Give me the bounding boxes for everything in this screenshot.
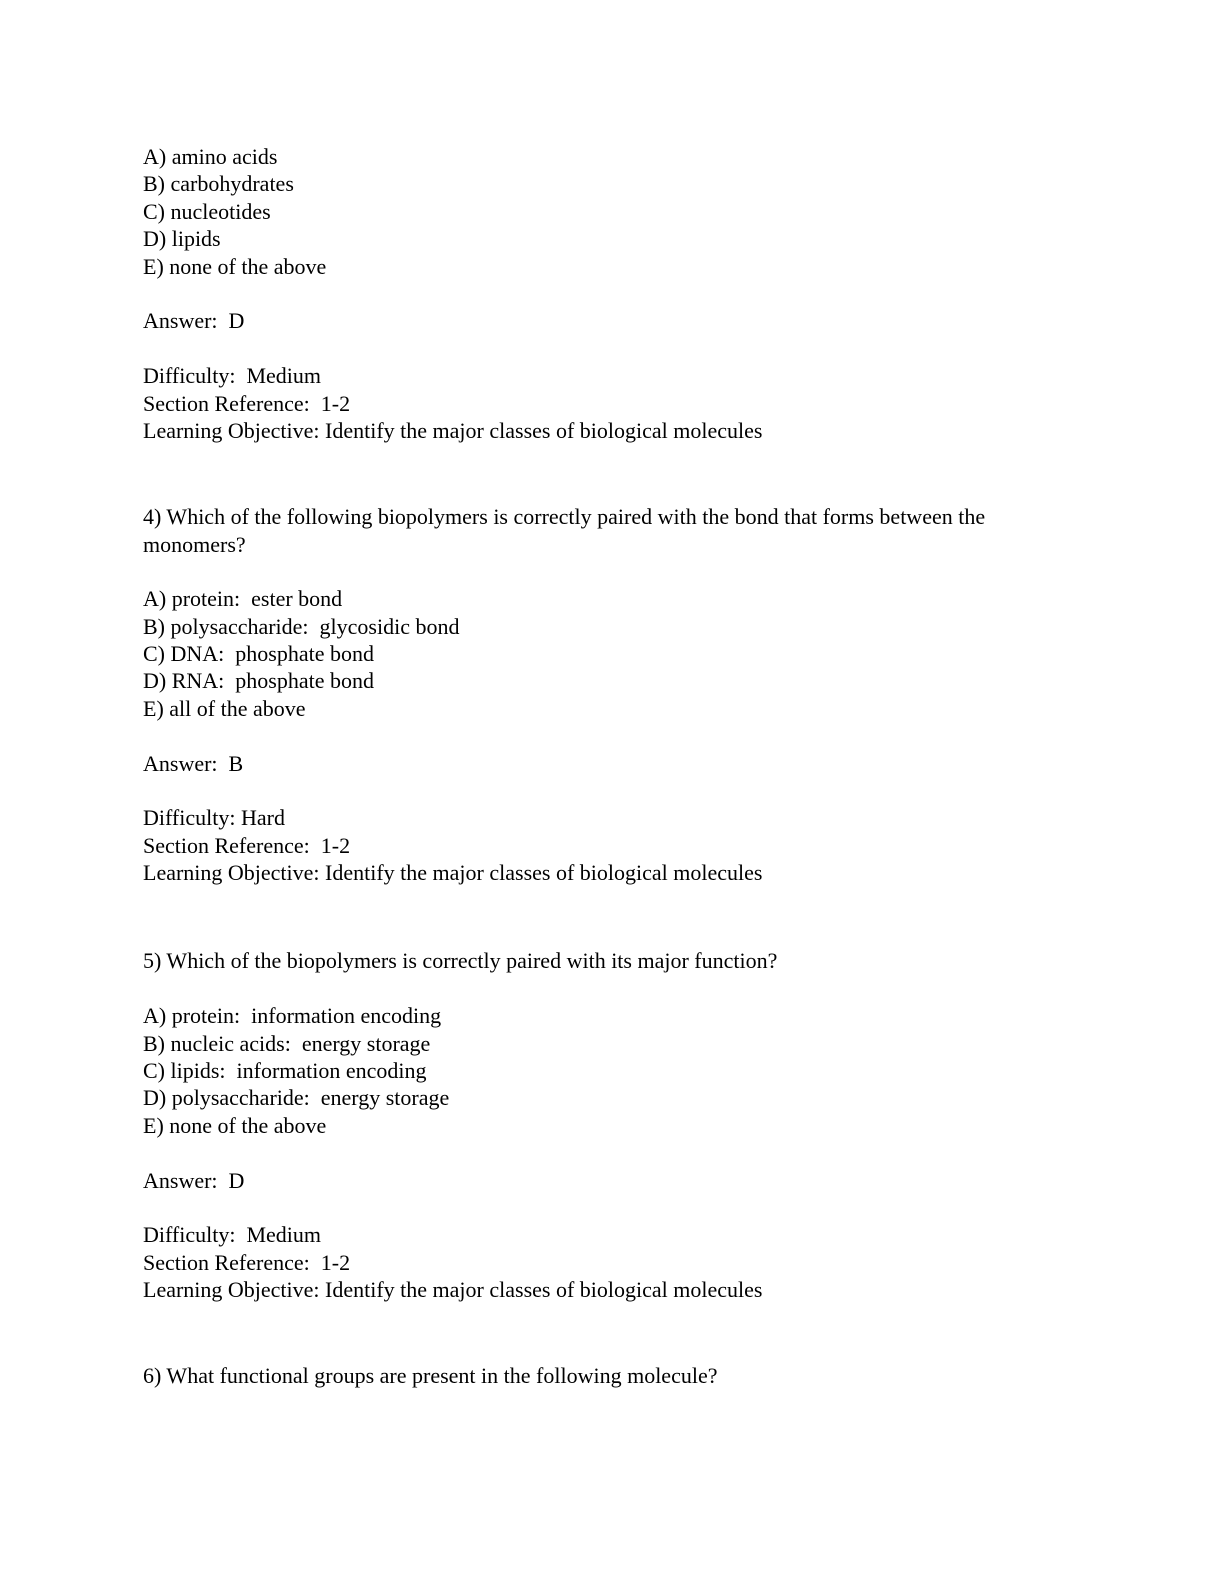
option-b: B) nucleic acids: energy storage — [143, 1030, 431, 1056]
difficulty: Difficulty: Medium — [143, 1222, 322, 1248]
question-text: 6) What functional groups are present in the following molecule? — [143, 1363, 718, 1389]
option-e: E) all of the above — [143, 695, 306, 721]
question-4-block — [143, 503, 1083, 887]
section-reference: Section Reference: 1-2 — [143, 390, 351, 416]
answer: Answer: B — [143, 750, 244, 776]
option-b: B) carbohydrates — [143, 171, 294, 197]
option-b: B) polysaccharide: glycosidic bond — [143, 613, 460, 639]
question-3-block — [143, 143, 1083, 444]
document-page — [143, 143, 1083, 1390]
question-text: 4) Which of the following biopolymers is correctly paired with the bond that forms between the monomers? — [143, 504, 986, 557]
option-d: D) lipids — [143, 226, 221, 252]
option-e: E) none of the above — [143, 253, 327, 279]
question-6-block — [143, 1362, 1083, 1389]
difficulty: Difficulty: Hard — [143, 805, 285, 831]
option-a: A) protein: information encoding — [143, 1003, 442, 1029]
learning-objective: Learning Objective: Identify the major classes of biological molecules — [143, 417, 763, 443]
question-5-block — [143, 947, 1083, 1303]
learning-objective: Learning Objective: Identify the major classes of biological molecules — [143, 860, 763, 886]
difficulty: Difficulty: Medium — [143, 363, 322, 389]
question-text: 5) Which of the biopolymers is correctly paired with its major function? — [143, 948, 778, 974]
section-reference: Section Reference: 1-2 — [143, 832, 351, 858]
option-a: A) amino acids — [143, 144, 278, 169]
learning-objective: Learning Objective: Identify the major classes of biological molecules — [143, 1277, 763, 1303]
option-d: D) RNA: phosphate bond — [143, 668, 374, 694]
option-e: E) none of the above — [143, 1112, 327, 1138]
option-c: C) lipids: information encoding — [143, 1057, 427, 1083]
option-c: C) nucleotides — [143, 198, 271, 224]
section-reference: Section Reference: 1-2 — [143, 1249, 351, 1275]
option-d: D) polysaccharide: energy storage — [143, 1085, 450, 1111]
option-a: A) protein: ester bond — [143, 586, 343, 612]
answer: Answer: D — [143, 308, 245, 334]
answer: Answer: D — [143, 1167, 245, 1193]
option-c: C) DNA: phosphate bond — [143, 641, 374, 667]
